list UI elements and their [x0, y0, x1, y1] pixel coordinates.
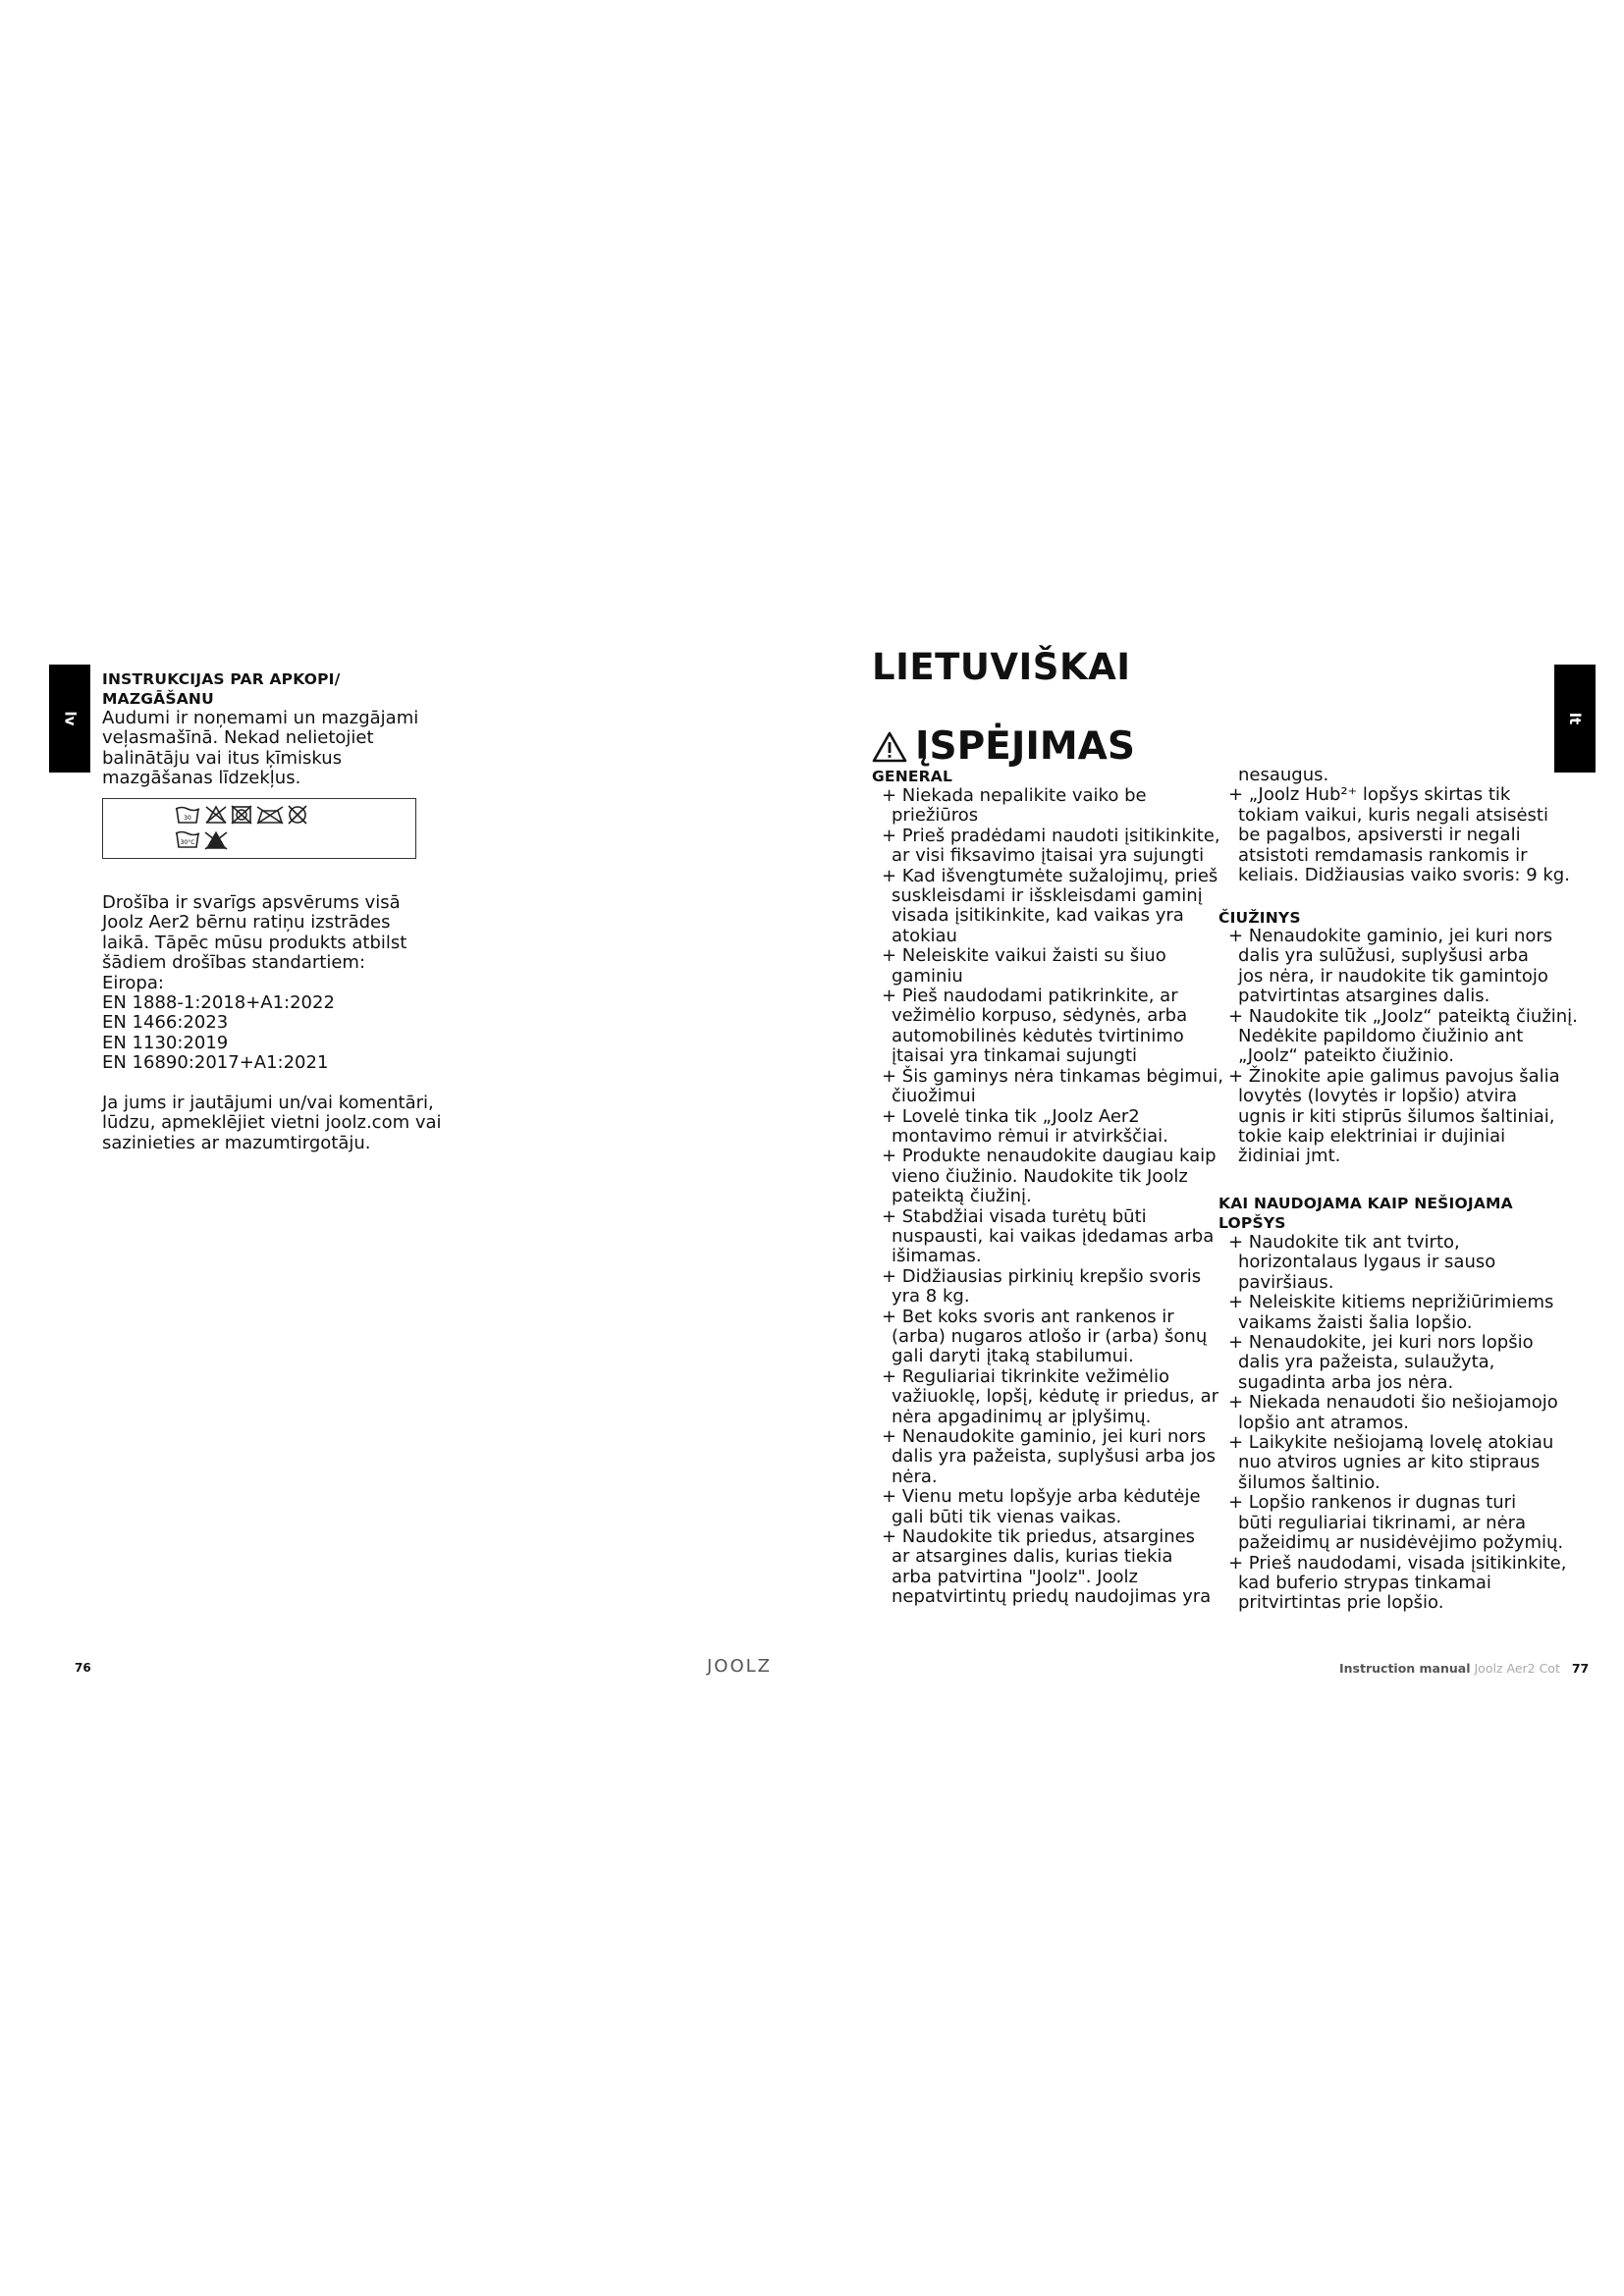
safety-standards-text: Drošība ir svarīgs apsvērums visā Joolz Aer2 bērnu ratiņu izstrādes laikā. Tāpēc mūsu produkts atbilst šādiem drošības standartiem: Eiropa: EN 1888-1:2018+A1:2022 EN 1466:2023 EN 1130:2019 EN 16890:2017+A1:2021: [102, 892, 407, 1074]
list-item: + „Joolz Hub²⁺ lopšys skirtas tik: [1228, 784, 1511, 806]
list-item: važiuoklę, lopšį, kėdutę ir priedus, ar: [892, 1386, 1219, 1408]
list-item: + Nenaudokite gaminio, jei kuri nors: [1228, 926, 1553, 946]
list-item: pritvirtintas prie lopšio.: [1238, 1592, 1444, 1614]
svg-text:30: 30: [184, 815, 191, 822]
list-item: + Vienu metu lopšyje arba kėdutėje: [882, 1486, 1201, 1508]
list-item: + Kad išvengtumėte sužalojimų, prieš: [882, 865, 1218, 886]
list-item: keliais. Didžiausias vaiko svoris: 9 kg.: [1238, 865, 1570, 886]
list-item: atsistoti remdamasis rankomis ir: [1238, 844, 1528, 866]
list-item: horizontalaus lygaus ir sauso: [1238, 1252, 1496, 1273]
list-item: nesaugus.: [1238, 765, 1329, 785]
page-number-right: 77: [1571, 1661, 1590, 1676]
list-item: paviršiaus.: [1238, 1271, 1334, 1293]
list-item: + Pieš naudodami patikrinkite, ar: [882, 986, 1178, 1007]
list-item: lopšio ant atramos.: [1238, 1412, 1409, 1433]
mattress-heading: ČIUŽINYS: [1218, 909, 1301, 927]
no-tumble-dry-icon: [232, 806, 251, 824]
no-iron-icon: [257, 807, 283, 824]
language-tab-label: lt: [1566, 712, 1584, 725]
list-item: + Bet koks svoris ant rankenos ir: [882, 1306, 1174, 1327]
list-item: + Niekada nepalikite vaiko be: [882, 785, 1147, 806]
list-item: + Naudokite tik „Joolz“ pateiktą čiužinį.: [1228, 1005, 1578, 1027]
list-item: automobilinės kėdutės tvirtinimo: [892, 1025, 1184, 1046]
general-warnings-continued: [1228, 766, 1570, 885]
list-item: tokiam vaikui, kuris negali atsisėsti: [1238, 804, 1548, 826]
list-item: gaminiu: [892, 965, 963, 987]
list-item: arba patvirtina "Joolz". Joolz: [892, 1566, 1138, 1587]
list-item: gali daryti įtaką stabilumui.: [892, 1346, 1134, 1367]
list-item: + Lovelė tinka tik „Joolz Aer2: [882, 1105, 1140, 1127]
list-item: ar visi fiksavimo įtaisai yra sujungti: [892, 845, 1205, 867]
list-item: gali būti tik vienas vaikas.: [892, 1506, 1122, 1527]
list-item: + Reguliariai tikrinkite vežimėlio: [882, 1365, 1169, 1387]
care-heading: INSTRUKCIJAS PAR APKOPI/ MAZGĀŠANU: [102, 670, 341, 708]
list-item: (arba) nugaros atlošo ir (arba) šonų: [892, 1325, 1208, 1347]
list-item: montavimo rėmui ir atvirkščiai.: [892, 1125, 1168, 1147]
no-bleach-filled-icon: [205, 832, 227, 849]
list-item: tokie kaip elektriniai ir dujiniai: [1238, 1126, 1506, 1148]
page-title: LIETUVIŠKAI: [872, 646, 1131, 688]
list-item: + Prieš pradėdami naudoti įsitikinkite,: [882, 825, 1220, 846]
svg-text:30°C: 30°C: [180, 839, 195, 846]
no-dry-clean-icon: [289, 806, 306, 824]
brand-logo: JOOLZ: [707, 1656, 773, 1677]
warning-triangle-icon: [872, 731, 907, 763]
list-item: įtaisai yra tinkamai sujungti: [892, 1045, 1138, 1067]
list-item: + Lopšio rankenos ir dugnas turi: [1228, 1492, 1517, 1514]
list-item: + Prieš naudodami, visada įsitikinkite,: [1228, 1552, 1567, 1574]
list-item: pažeidimų ar nusidėvėjimo požymių.: [1238, 1532, 1564, 1554]
care-symbols-box: [102, 798, 416, 859]
list-item: dalis yra pažeista, suplyšusi arba jos: [892, 1446, 1217, 1468]
list-item: „Joolz“ pateikto čiužinio.: [1238, 1045, 1454, 1067]
general-warnings-list: [882, 786, 1223, 1608]
list-item: kad buferio strypas tinkamai: [1238, 1572, 1491, 1593]
footer-manual-label: Instruction manual Joolz Aer2 Cot 77: [1339, 1661, 1590, 1676]
carry-cot-heading: KAI NAUDOJAMA KAIP NEŠIOJAMA LOPŠYS: [1218, 1195, 1513, 1232]
list-item: visada įsitikinkite, kad vaikas yra: [892, 905, 1184, 927]
list-item: suskleisdami ir išskleisdami gaminį: [892, 885, 1203, 907]
list-item: ugnis ir kiti stiprūs šilumos šaltiniai,: [1238, 1105, 1555, 1127]
care-section: [102, 669, 418, 789]
wash-30-icon: [176, 808, 199, 824]
list-item: dalis yra sulūžusi, suplyšusi arba: [1238, 945, 1529, 967]
list-item: + Naudokite tik ant tvirto,: [1228, 1232, 1460, 1253]
carry-cot-warnings-list: [1228, 1233, 1566, 1614]
list-item: + Neleiskite kitiems neprižiūrimiems: [1228, 1292, 1554, 1313]
list-item: patvirtintas atsargines dalis.: [1238, 986, 1490, 1007]
list-item: sugadinta arba jos nėra.: [1238, 1371, 1454, 1393]
list-item: + Nenaudokite, jei kuri nors lopšio: [1228, 1332, 1534, 1354]
list-item: jos nėra, ir naudokite tik gamintojo: [1238, 965, 1548, 987]
list-item: šilumos šaltinio.: [1238, 1471, 1380, 1493]
list-item: nuspausti, kai vaikas įdedamas arba: [892, 1225, 1215, 1247]
list-item: + Neleiskite vaikui žaisti su šiuo: [882, 945, 1166, 967]
list-item: + Niekada nenaudoti šio nešiojamojo: [1228, 1392, 1558, 1414]
list-item: + Žinokite apie galimus pavojus šalia: [1228, 1065, 1560, 1087]
warning-title: ĮSPĖJIMAS: [872, 724, 1135, 769]
contact-text: Ja jums ir jautājumi un/vai komentāri, lūdzu, apmeklējiet vietni joolz.com vai sazinieties ar mazumtirgotāju.: [102, 1093, 442, 1153]
wash-30c-icon: [176, 832, 199, 848]
list-item: nėra apgadinimų ar įplyšimų.: [892, 1406, 1152, 1427]
list-item: čiuožimui: [892, 1086, 976, 1107]
list-item: + Šis gaminys nėra tinkamas bėgimui,: [882, 1065, 1223, 1087]
list-item: pateiktą čiužinį.: [892, 1186, 1032, 1207]
no-bleach-icon: [206, 807, 226, 823]
list-item: + Laikykite nešiojamą lovelę atokiau: [1228, 1432, 1554, 1454]
list-item: būti reguliariai tikrinami, ar nėra: [1238, 1512, 1527, 1533]
list-item: + Didžiausias pirkinių krepšio svoris: [882, 1265, 1202, 1287]
list-item: vežimėlio korpuso, sėdynės, arba: [892, 1005, 1188, 1027]
list-item: be pagalbos, apsiversti ir negali: [1238, 825, 1521, 846]
list-item: atokiau: [892, 925, 957, 946]
list-item: ar atsargines dalis, kurias tiekia: [892, 1546, 1173, 1568]
list-item: nėra.: [892, 1466, 938, 1487]
page-number-left: 76: [75, 1661, 91, 1675]
list-item: + Naudokite tik priedus, atsargines: [882, 1526, 1196, 1548]
list-item: išimamas.: [892, 1246, 982, 1267]
list-item: vieno čiužinio. Naudokite tik Joolz: [892, 1165, 1188, 1187]
list-item: vaikams žaisti šalia lopšio.: [1238, 1311, 1473, 1333]
list-item: židiniai jmt.: [1238, 1146, 1341, 1167]
list-item: + Stabdžiai visada turėtų būti: [882, 1205, 1147, 1227]
list-item: nuo atviros ugnies ar kito stipraus: [1238, 1452, 1541, 1473]
list-item: lovytės (lovytės ir lopšio) atvira: [1238, 1086, 1517, 1107]
list-item: priežiūros: [892, 805, 979, 827]
mattress-warnings-list: [1228, 927, 1578, 1167]
language-tab-lv: [49, 665, 90, 773]
general-heading: GENERAL: [872, 768, 953, 785]
list-item: + Produkte nenaudokite daugiau kaip: [882, 1146, 1217, 1167]
list-item: + Nenaudokite gaminio, jei kuri nors: [882, 1426, 1207, 1447]
list-item: dalis yra pažeista, sulaužyta,: [1238, 1352, 1495, 1373]
list-item: nepatvirtintų priedų naudojimas yra: [892, 1586, 1212, 1608]
language-tab-lt: [1554, 665, 1596, 773]
care-text: Audumi ir noņemami un mazgājami veļasmašīnā. Nekad nelietojiet balinātāju vai itus ķīmiskus mazgāšanas līdzekļus.: [102, 708, 419, 789]
list-item: Nedėkite papildomo čiužinio ant: [1238, 1026, 1524, 1047]
language-tab-label: lv: [60, 711, 79, 726]
list-item: yra 8 kg.: [892, 1286, 970, 1308]
